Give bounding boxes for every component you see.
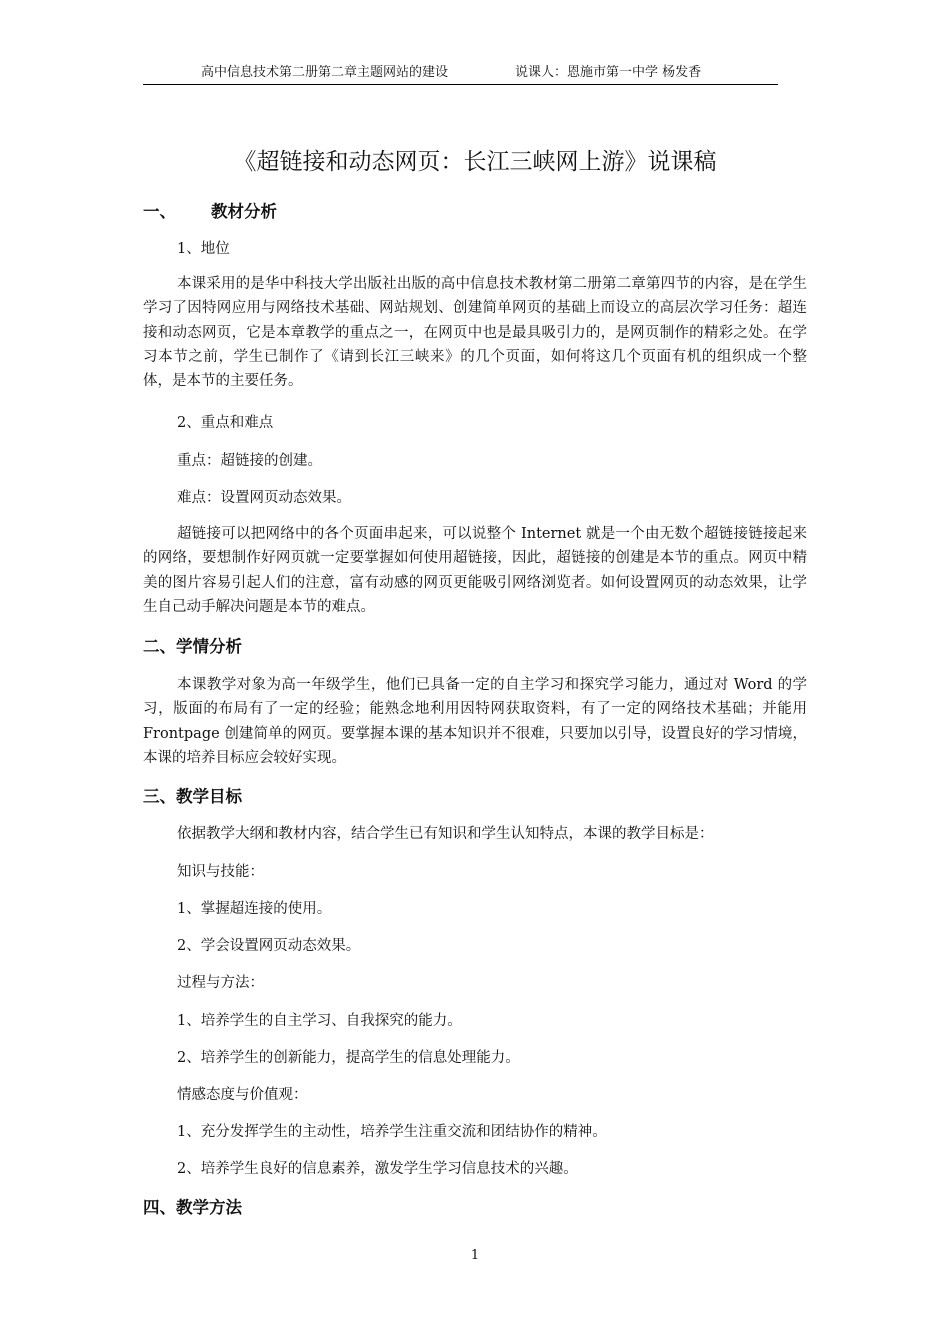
section3-heading: 三、教学目标	[143, 787, 242, 806]
objective-item: 2、学会设置网页动态效果。	[177, 938, 361, 954]
document-title: 《超链接和动态网页：长江三峡网上游》说课稿	[233, 149, 717, 175]
section3-intro: 依据教学大纲和教材内容，结合学生已有知识和学生认知特点，本课的教学目标是：	[177, 826, 714, 842]
page-header	[143, 64, 778, 85]
difficult-point: 难点：设置网页动态效果。	[177, 490, 351, 506]
objective-category: 知识与技能：	[177, 864, 264, 880]
objective-item: 1、掌握超连接的使用。	[177, 901, 332, 917]
section1-sub1: 1、地位	[177, 241, 230, 257]
section1-heading: 教材分析	[211, 202, 277, 221]
objective-item: 2、培养学生良好的信息素养，激发学生学习信息技术的兴趣。	[177, 1161, 578, 1177]
objective-item: 2、培养学生的创新能力，提高学生的信息处理能力。	[177, 1050, 520, 1066]
objective-item: 1、充分发挥学生的主动性，培养学生注重交流和团结协作的精神。	[177, 1124, 607, 1140]
header-presenter: 说课人：恩施市第一中学 杨发香	[515, 65, 702, 80]
page-number: 1	[470, 1248, 480, 1263]
objective-category: 过程与方法：	[177, 975, 264, 991]
objective-category: 情感态度与价值观：	[177, 1087, 308, 1103]
section2-heading: 二、学情分析	[143, 637, 242, 656]
objective-item: 1、培养学生的自主学习、自我探究的能力。	[177, 1013, 462, 1029]
section4-heading: 四、教学方法	[143, 1198, 242, 1217]
key-point: 重点：超链接的创建。	[177, 453, 322, 469]
section1-paragraph-1: 本课采用的是华中科技大学出版社出版的高中信息技术教材第二册第二章第四节的内容，是在学生学习了因特网应用与网络技术基础、网站规划、创建简单网页的基础上而设立的高层次学习任务：超连接和动态网页，它是本章教学的重点之一，在网页中也是最具吸引力的，是网页制作的精彩之处。在学习本节之前，学生已制作了《请到长江三峡来》的几个页面，如何将这几个页面有机的组织成一个整体，是本节的主要任务。	[143, 276, 807, 390]
section1-number: 一、	[143, 202, 176, 221]
section2-paragraph: 本课教学对象为高一年级学生，他们已具备一定的自主学习和探究学习能力，通过对 Word 的学习，版面的布局有了一定的经验；能熟念地利用因特网获取资料，有了一定的网络技术基础；并能用 Frontpage 创建简单的网页。要掌握本课的基本知识并不很难，只要加以引导，设置良好的学习情境，本课的培养目标应会较好实现。	[143, 677, 807, 766]
section1-paragraph-2: 超链接可以把网络中的各个页面串起来，可以说整个 Internet 就是一个由无数个超链接链接起来的网络，要想制作好网页就一定要掌握如何使用超链接，因此，超链接的创建是本节的重点。网页中精美的图片容易引起人们的注意，富有动感的网页更能吸引网络浏览者。如何设置网页的动态效果，让学生自己动手解决问题是本节的难点。	[143, 526, 807, 615]
header-course-title: 高中信息技术第二册第二章主题网站的建设	[201, 65, 449, 80]
section1-sub2: 2、重点和难点	[177, 415, 274, 431]
